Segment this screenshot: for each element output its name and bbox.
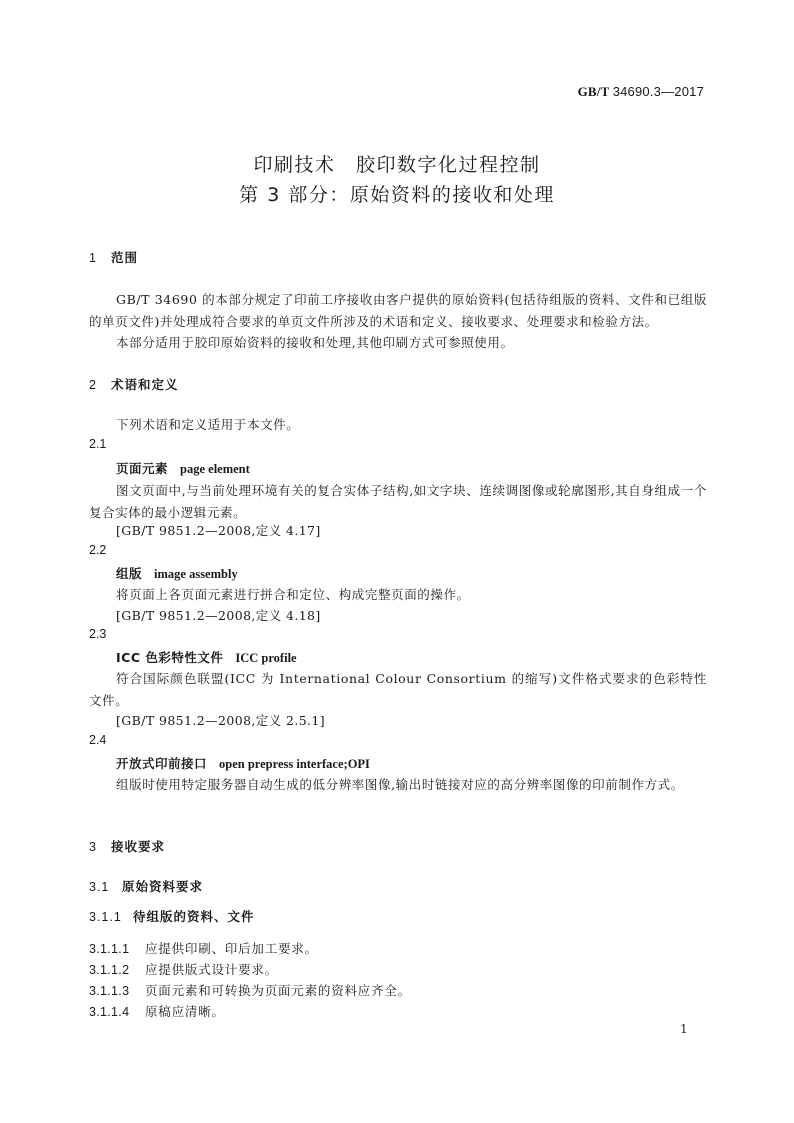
section-title: 接收要求 — [111, 839, 166, 854]
item-text: 应提供印刷、印后加工要求。 — [145, 941, 318, 956]
section-2-heading — [89, 375, 179, 393]
section-title: 原始资料要求 — [122, 879, 204, 894]
term-heading — [116, 754, 370, 772]
term-definition: 将页面上各页面元素进行拼合和定位、构成完整页面的操作。 — [116, 587, 470, 602]
term-en: ICC profile — [235, 651, 297, 665]
section-number: 1 — [89, 251, 97, 265]
term-en: image assembly — [154, 567, 238, 581]
standard-code — [578, 84, 704, 100]
document-title-line1: 印刷技术 胶印数字化过程控制 — [253, 154, 541, 176]
item-number: 3.1.1.1 — [89, 942, 130, 956]
term-number: 2.2 — [89, 543, 107, 557]
term-en: page element — [180, 462, 250, 476]
term-zh: 页面元素 — [116, 461, 169, 476]
subsection-3-1-1-heading — [89, 907, 255, 925]
standard-code-number: 34690.3—2017 — [612, 84, 704, 99]
section-1-heading — [89, 248, 138, 266]
section-title: 范围 — [111, 250, 139, 265]
list-item — [89, 939, 318, 957]
section-number: 3 — [89, 840, 97, 854]
term-definition: 符合国际颜色联盟(ICC 为 International Colour Consortium 的缩写)文件格式要求的色彩特性文件。 — [89, 671, 707, 708]
page-number: 1 — [680, 1022, 688, 1036]
section-title: 术语和定义 — [111, 377, 179, 392]
term-zh: 组版 — [116, 566, 143, 581]
section-title: 待组版的资料、文件 — [133, 909, 255, 924]
scope-paragraph-1: GB/T 34690 的本部分规定了印前工序接收由客户提供的原始资料(包括待组版的资料、文件和已组版的单页文件)并处理成符合要求的单页文件所涉及的术语和定义、接收要求、处理要求和检验方法。 — [89, 292, 707, 329]
list-item — [89, 960, 278, 978]
term-en: open prepress interface;OPI — [219, 757, 370, 771]
term-reference: [GB/T 9851.2—2008,定义 4.18] — [116, 608, 321, 623]
terms-intro: 下列术语和定义适用于本文件。 — [116, 417, 300, 432]
document-title-line2: 第 3 部分：原始资料的接收和处理 — [239, 184, 555, 206]
item-text: 页面元素和可转换为页面元素的资料应齐全。 — [145, 983, 412, 998]
section-number: 3.1 — [89, 880, 110, 894]
item-number: 3.1.1.2 — [89, 963, 130, 977]
standard-code-prefix: GB/T — [577, 84, 610, 99]
section-number: 2 — [89, 378, 97, 392]
term-heading — [116, 564, 238, 582]
term-zh: ICC 色彩特性文件 — [116, 650, 224, 665]
term-number: 2.1 — [89, 437, 107, 451]
subsection-3-1-heading — [89, 877, 203, 895]
section-3-heading — [89, 837, 165, 855]
term-definition: 图文页面中,与当前处理环境有关的复合实体子结构,如文字块、连续调图像或轮廓图形,其自身组成一个复合实体的最小逻辑元素。 — [89, 483, 707, 520]
term-heading — [116, 648, 297, 666]
item-text: 原稿应清晰。 — [145, 1004, 225, 1019]
term-definition: 组版时使用特定服务器自动生成的低分辨率图像,输出时链接对应的高分辨率图像的印前制作方式。 — [116, 777, 684, 792]
term-zh: 开放式印前接口 — [116, 756, 208, 771]
item-number: 3.1.1.3 — [89, 984, 130, 998]
term-heading — [116, 459, 250, 477]
term-reference: [GB/T 9851.2—2008,定义 2.5.1] — [116, 713, 326, 728]
term-number: 2.3 — [89, 627, 107, 641]
term-number: 2.4 — [89, 733, 107, 747]
item-text: 应提供版式设计要求。 — [145, 962, 279, 977]
term-reference: [GB/T 9851.2—2008,定义 4.17] — [116, 523, 321, 538]
item-number: 3.1.1.4 — [89, 1005, 130, 1019]
section-number: 3.1.1 — [89, 910, 122, 924]
list-item — [89, 981, 411, 999]
list-item — [89, 1002, 225, 1020]
scope-paragraph-2: 本部分适用于胶印原始资料的接收和处理,其他印刷方式可参照使用。 — [116, 335, 514, 350]
